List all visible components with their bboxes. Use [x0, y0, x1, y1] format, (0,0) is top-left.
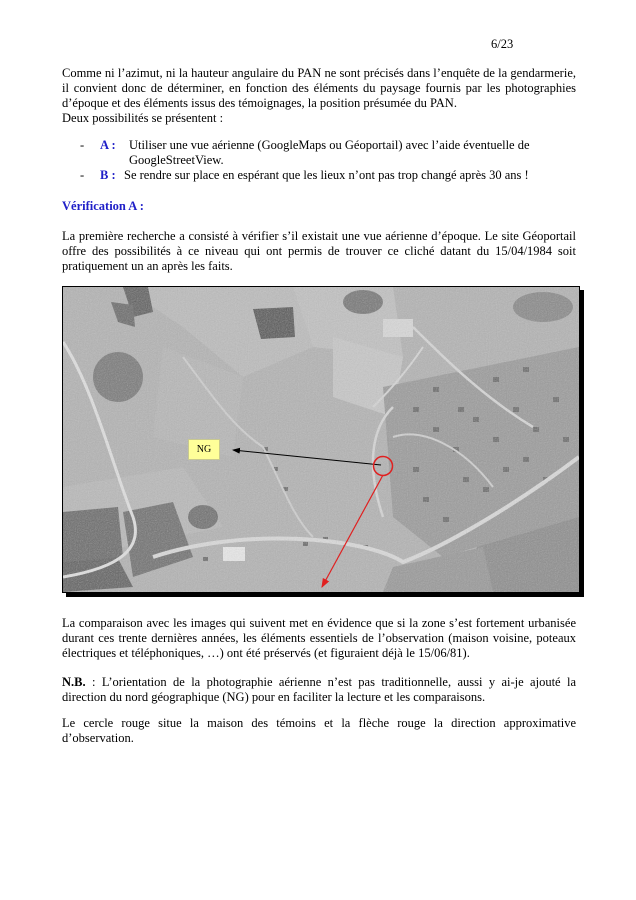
bullet-dash: -	[80, 138, 85, 152]
options-list	[62, 138, 576, 183]
option-text-continued: GoogleStreetView.	[129, 153, 224, 167]
intro-text: Comme ni l’azimut, ni la hauteur angulaire du PAN ne sont précisés dans l’enquête de la gendarmerie, il convient donc de déterminer, en fonction des éléments du paysage fournis par les photographies d’époque et des éléments issus des témoignages, la position présumée du PAN.	[62, 66, 576, 110]
closing-paragraph: Le cercle rouge situe la maison des témoins et la flèche rouge la direction approximative d’observation.	[62, 716, 576, 745]
note-text: : L’orientation de la photographie aérienne n’est pas traditionnelle, aussi y ai-je ajouté la direction du nord géographique (NG) pour en faciliter la lecture et les comparaisons.	[62, 675, 576, 704]
option-text: Se rendre sur place en espérant que les lieux n’ont pas trop changé après 30 ans !	[124, 168, 529, 182]
option-b	[62, 168, 576, 183]
section-paragraph: La première recherche a consisté à vérifier s’il existait une vue aérienne d’époque. Le site Géoportail offre des possibilités à ce niveau qui ont permis de trouver ce cliché datant du 15/04/1984 soit pratiquement un an après les faits.	[62, 229, 576, 273]
bullet-dash: -	[80, 168, 85, 182]
note-prefix: N.B.	[62, 675, 86, 689]
option-a	[62, 138, 576, 168]
option-key: A :	[100, 138, 116, 152]
comparison-paragraph: La comparaison avec les images qui suivent met en évidence que si la zone s’est fortement urbanisée durant ces trente dernières années, les éléments essentiels de l’observation (maison voisine, poteaux électriques et téléphoniques, …) ont été préservés (et figuraient déjà le 15/06/81).	[62, 616, 576, 660]
north-label: NG	[188, 439, 220, 460]
page-number: 6/23	[491, 37, 514, 51]
note-paragraph	[62, 675, 576, 705]
option-key: B :	[100, 168, 116, 182]
aerial-photo	[62, 286, 580, 593]
section-heading: Vérification A :	[62, 199, 144, 213]
intro-lead: Deux possibilités se présentent :	[62, 111, 224, 125]
intro-paragraph	[62, 66, 576, 126]
aerial-photo-drawing	[63, 287, 579, 592]
option-text: Utiliser une vue aérienne (GoogleMaps ou Géoportail) avec l’aide éventuelle de	[129, 138, 530, 152]
